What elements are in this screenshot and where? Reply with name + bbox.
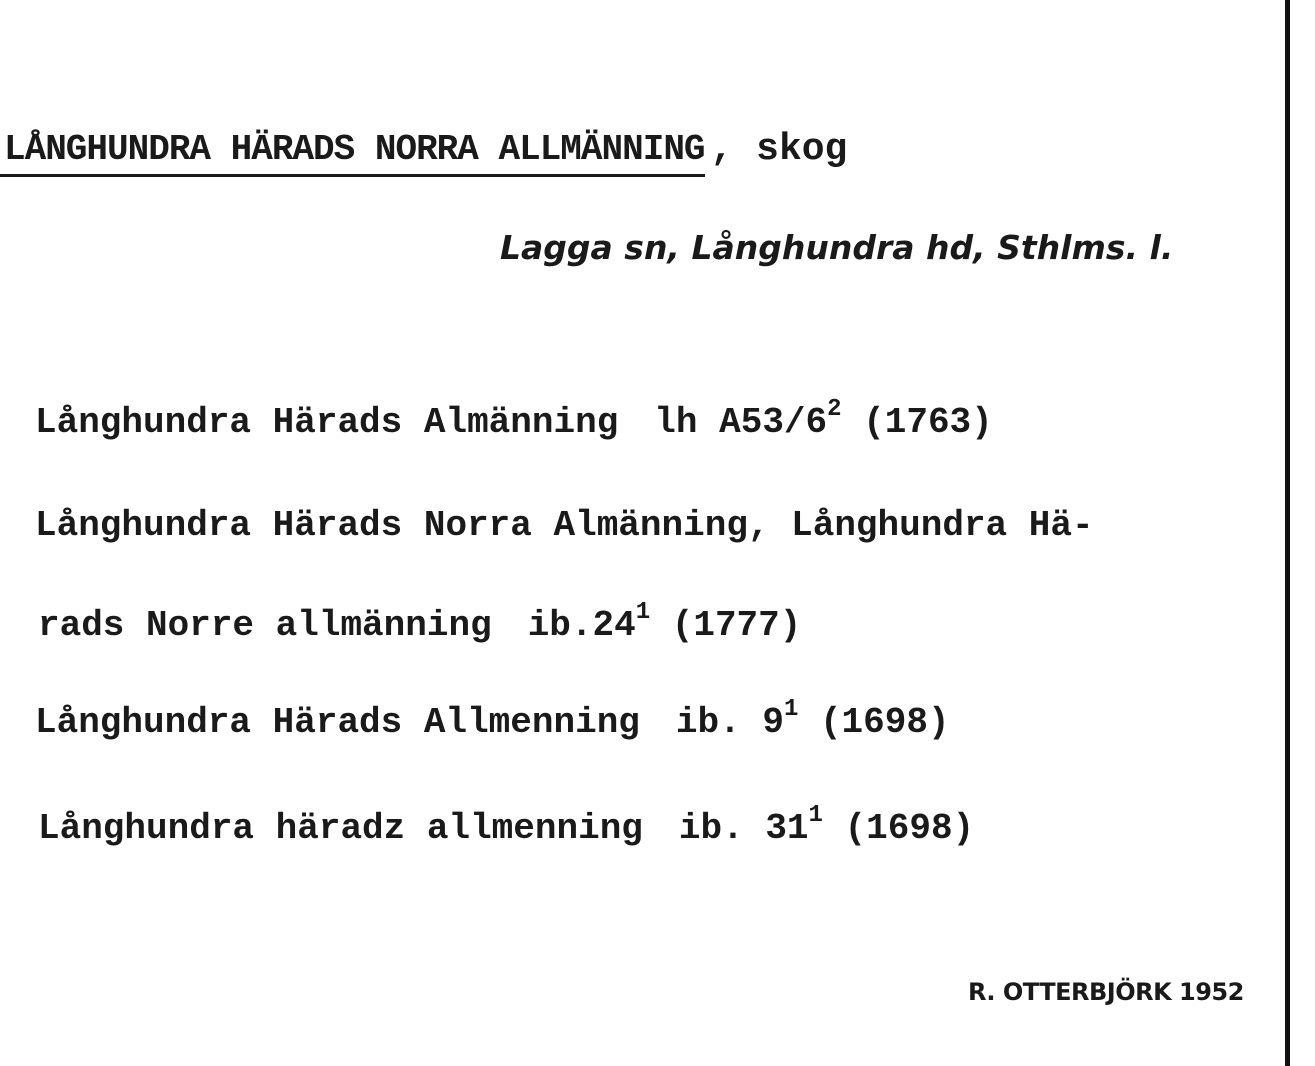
entry-form: Långhundra Härads Almänning — [35, 402, 619, 443]
entry-ref: lh A53/6 — [654, 402, 828, 443]
entry-line — [35, 696, 950, 743]
entry-form: Långhundra Härads Allmenning — [35, 702, 640, 743]
entry-ref: ib. 9 — [675, 702, 784, 743]
card-edge-line — [1285, 0, 1290, 1066]
location: Lagga sn, Långhundra hd, Sthlms. l. — [500, 228, 1174, 267]
signature: R. OTTERBJÖRK 1952 — [968, 978, 1244, 1006]
entry-ref-sup: 1 — [635, 599, 651, 626]
entry-year: (1698) — [819, 702, 950, 743]
entry-line — [35, 396, 993, 443]
headword-suffix: , skog — [710, 128, 848, 171]
entry-text: Långhundra Härads Norra Almänning, Långhundra Hä- — [35, 505, 1094, 546]
entry-ref: ib. 31 — [678, 808, 809, 849]
entry-ref-sup: 1 — [808, 802, 823, 829]
entry-ref: ib.24 — [527, 605, 636, 646]
entry-line — [35, 505, 1094, 546]
headword-line — [0, 128, 847, 177]
entry-form: rads Norre allmänning — [38, 605, 492, 646]
entry-year: (1763) — [863, 402, 993, 443]
entry-line — [38, 599, 802, 646]
entry-ref-sup: 2 — [827, 396, 842, 423]
entry-year: (1777) — [671, 605, 802, 646]
entry-form: Långhundra häradz allmenning — [38, 808, 643, 849]
entry-year: (1698) — [844, 808, 975, 849]
entry-line — [38, 802, 975, 849]
entry-ref-sup: 1 — [783, 696, 799, 723]
headword: LÅNGHUNDRA HÄRADS NORRA ALLMÄNNING — [0, 129, 705, 177]
